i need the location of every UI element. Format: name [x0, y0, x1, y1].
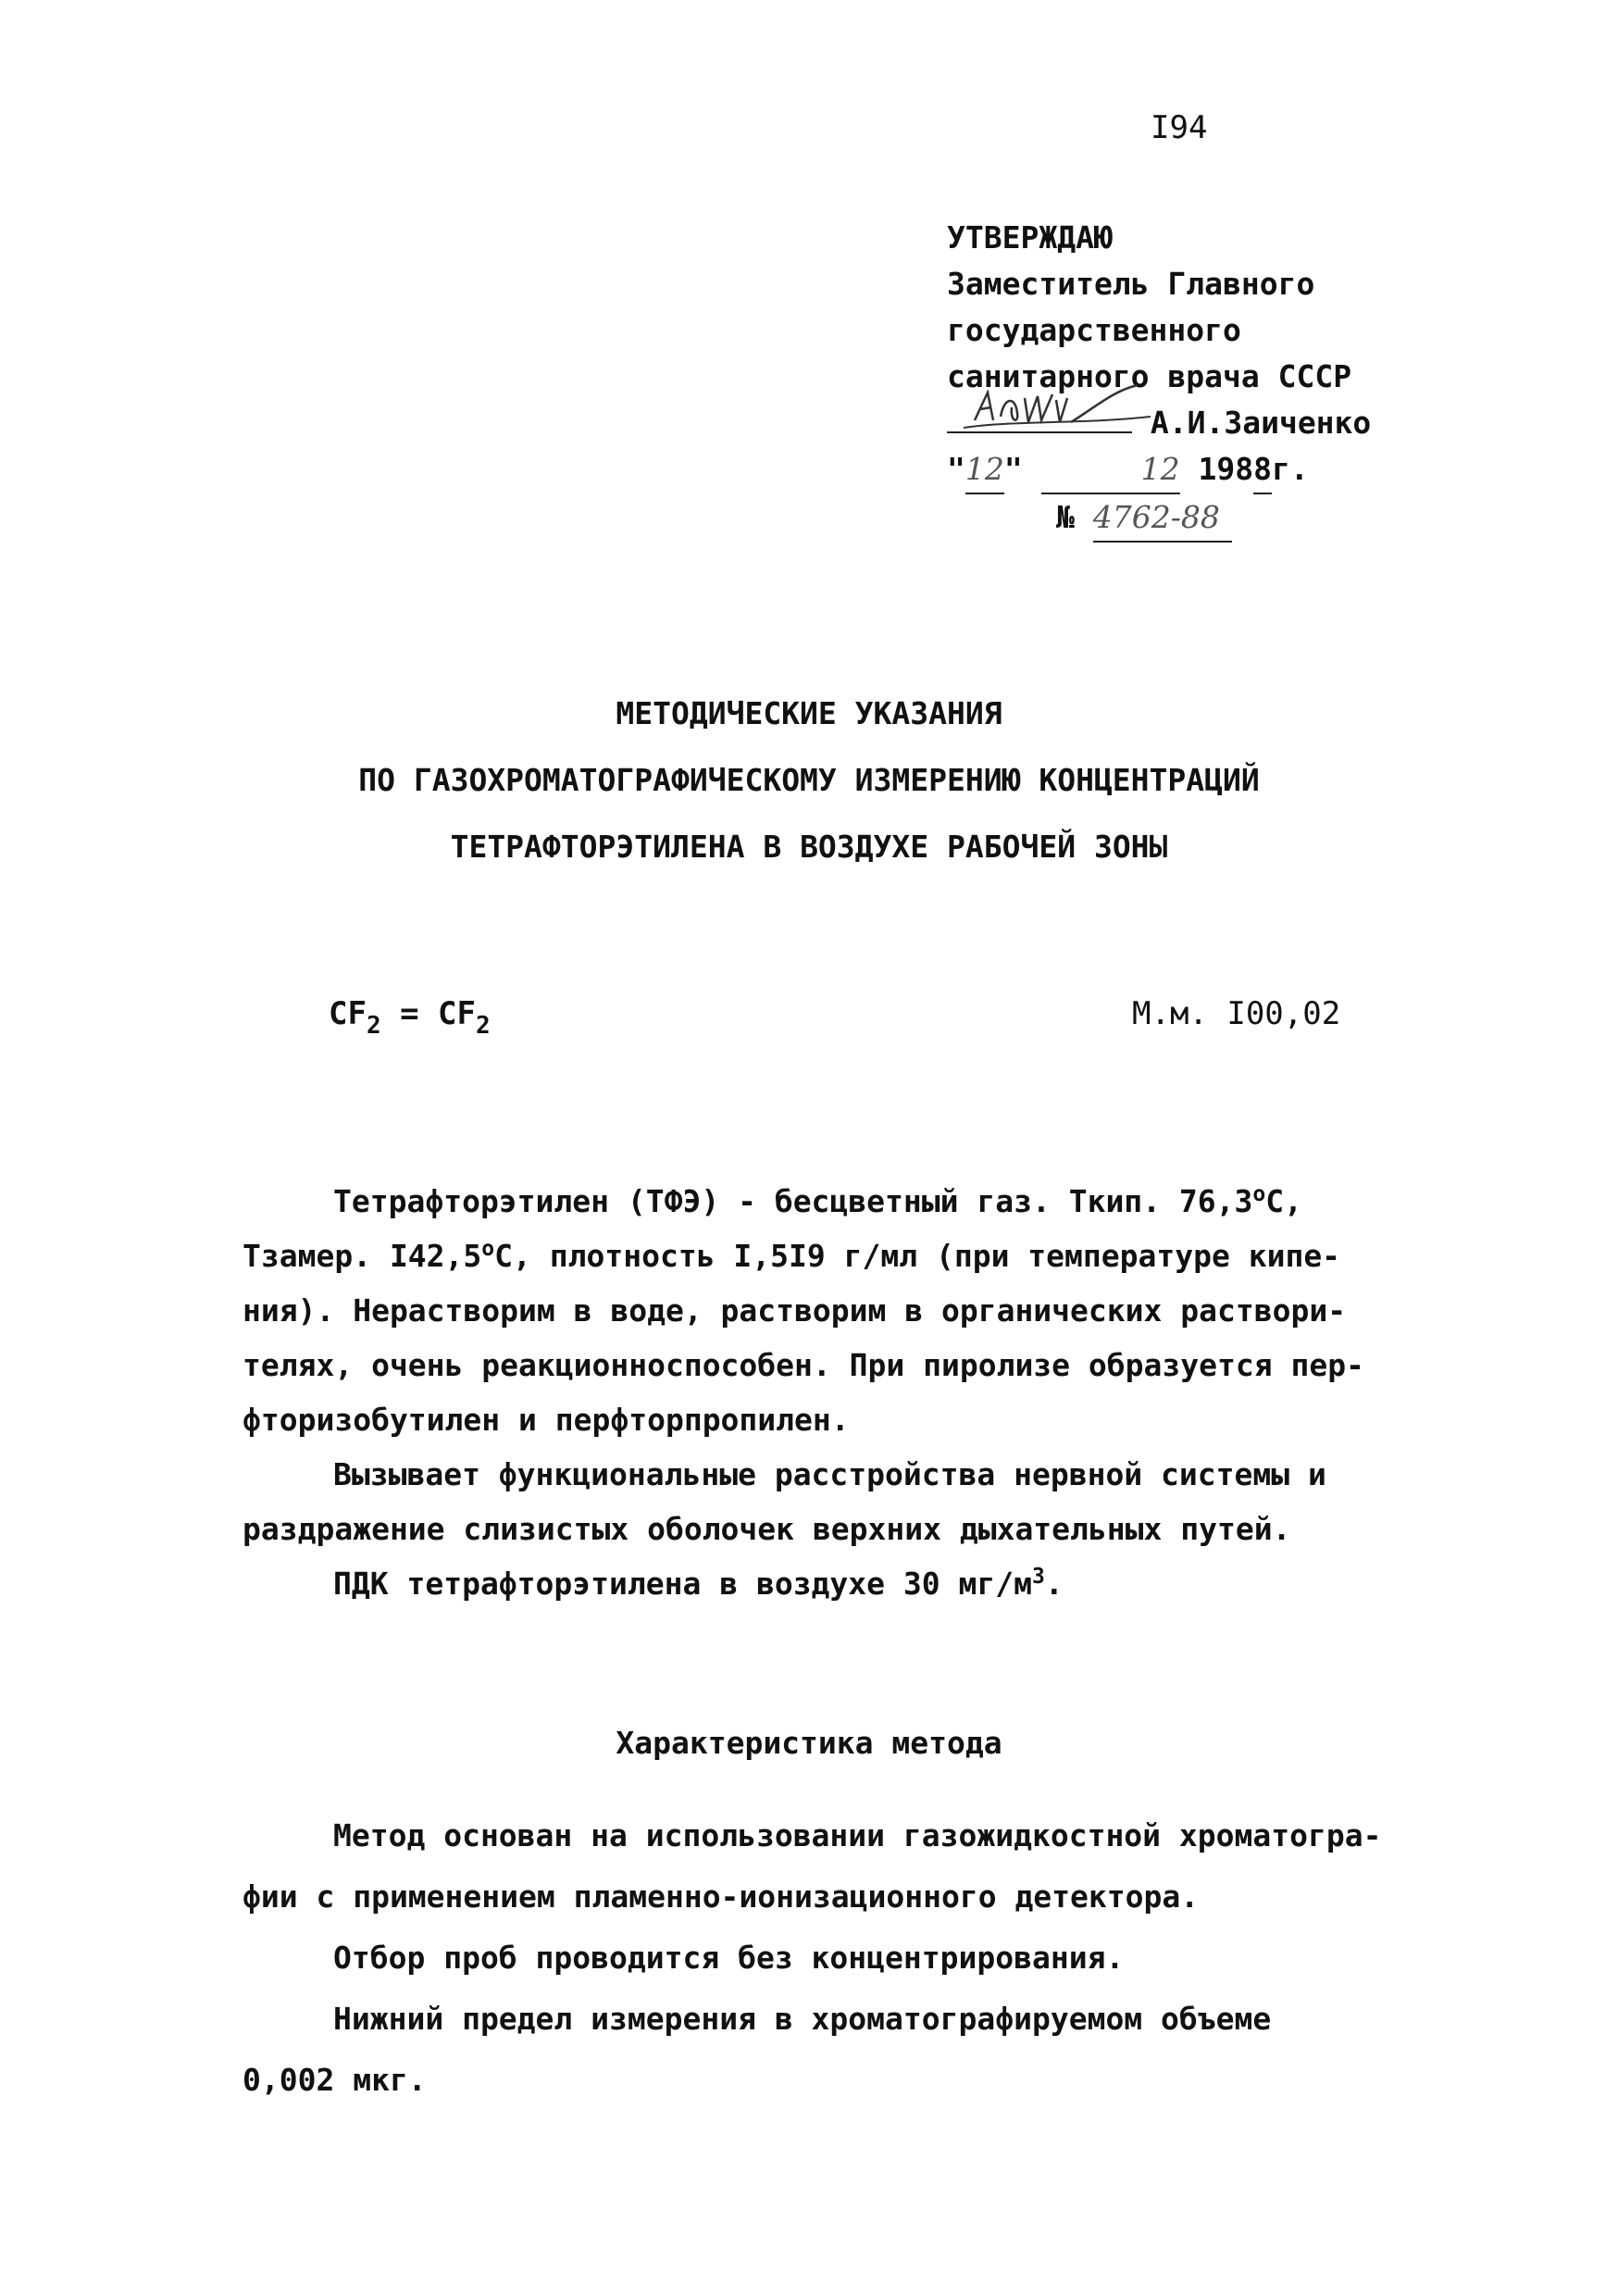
title-line-3: ТЕТРАФТОРЭТИЛЕНА В ВОЗДУХЕ РАБОЧЕЙ ЗОНЫ: [450, 829, 1168, 865]
chemical-formula: [329, 995, 491, 1040]
approval-heading: УТВЕРЖДАЮ: [947, 219, 1113, 256]
formula-left: CF: [329, 995, 367, 1032]
handwritten-signature: [956, 380, 1160, 439]
paragraph-line: Метод основан на использовании газожидкостной хроматогра-: [333, 1817, 1382, 1853]
page-number: I94: [1151, 109, 1208, 146]
formula-double-bond: =: [380, 995, 439, 1032]
title-line-2: ПО ГАЗОХРОМАТОГРАФИЧЕСКОМУ ИЗМЕРЕНИЮ КОНЦЕНТРАЦИЙ: [358, 762, 1260, 798]
paragraph-line: телях, очень реакционноспособен. При пиролизе образуется пер-: [243, 1347, 1364, 1383]
approval-line-1: Заместитель Главного: [947, 266, 1315, 302]
number-prefix: №: [1056, 499, 1075, 535]
approval-stamp: [947, 215, 1465, 543]
paragraph-line: Нижний предел измерения в хроматографируемом объеме: [333, 2001, 1272, 2037]
paragraph-line: ния). Нерастворим в воде, растворим в органических раствори-: [243, 1292, 1347, 1329]
formula-right-subscript: 2: [475, 1012, 491, 1040]
mac-value-line: ПДК тетрафторэтилена в воздухе 30 $мг/м^3$.: [333, 1565, 1064, 1602]
date-day: 12: [965, 446, 1004, 494]
date-row: "12" 12 1988г.: [947, 446, 1465, 494]
registration-number: 4762-88: [1093, 494, 1232, 543]
approval-line-2: государственного: [947, 312, 1241, 348]
substance-description: [243, 1174, 1413, 1611]
method-description: [243, 1805, 1413, 2111]
paragraph-line: 0,002 мкг.: [243, 2062, 427, 2098]
paragraph-line: Тетрафторэтилен (ТФЭ) - бесцветный газ. Ткип. 76,3$^o$C,: [333, 1182, 1302, 1219]
registration-number-row: [947, 494, 1465, 543]
signature-row: [947, 400, 1465, 446]
title-line-1: МЕТОДИЧЕСКИЕ УКАЗАНИЯ: [616, 695, 1002, 731]
date-month: 12: [1041, 446, 1180, 494]
formula-left-subscript: 2: [366, 1012, 381, 1040]
paragraph-line: раздражение слизистых оболочек верхних дыхательных путей.: [243, 1511, 1291, 1547]
approval-line-3: санитарного врача СССР: [947, 358, 1352, 394]
date-suffix: г.: [1271, 451, 1309, 487]
date-year-prefix: 198: [1198, 451, 1254, 487]
paragraph-line: Тзамер. I42,5$^o$C, плотность I,5I9 г/мл (при температуре кипе-: [243, 1237, 1341, 1274]
document-title: [0, 680, 1618, 880]
paragraph-line: Отбор проб проводится без концентрирования.: [333, 1940, 1125, 1976]
paragraph-line: фии с применением пламенно-ионизационного детектора.: [243, 1878, 1200, 1915]
paragraph-line: фторизобутилен и перфторпропилен.: [243, 1402, 850, 1438]
molecular-mass: М.м. I00,02: [1132, 995, 1341, 1032]
formula-right: CF: [438, 995, 476, 1032]
date-year-digit: 8: [1253, 446, 1272, 494]
paragraph-line: Вызывает функциональные расстройства нервной системы и: [333, 1456, 1326, 1492]
signer-name: А.И.Заиченко: [1150, 405, 1372, 441]
section-heading: Характеристика метода: [616, 1725, 1002, 1761]
